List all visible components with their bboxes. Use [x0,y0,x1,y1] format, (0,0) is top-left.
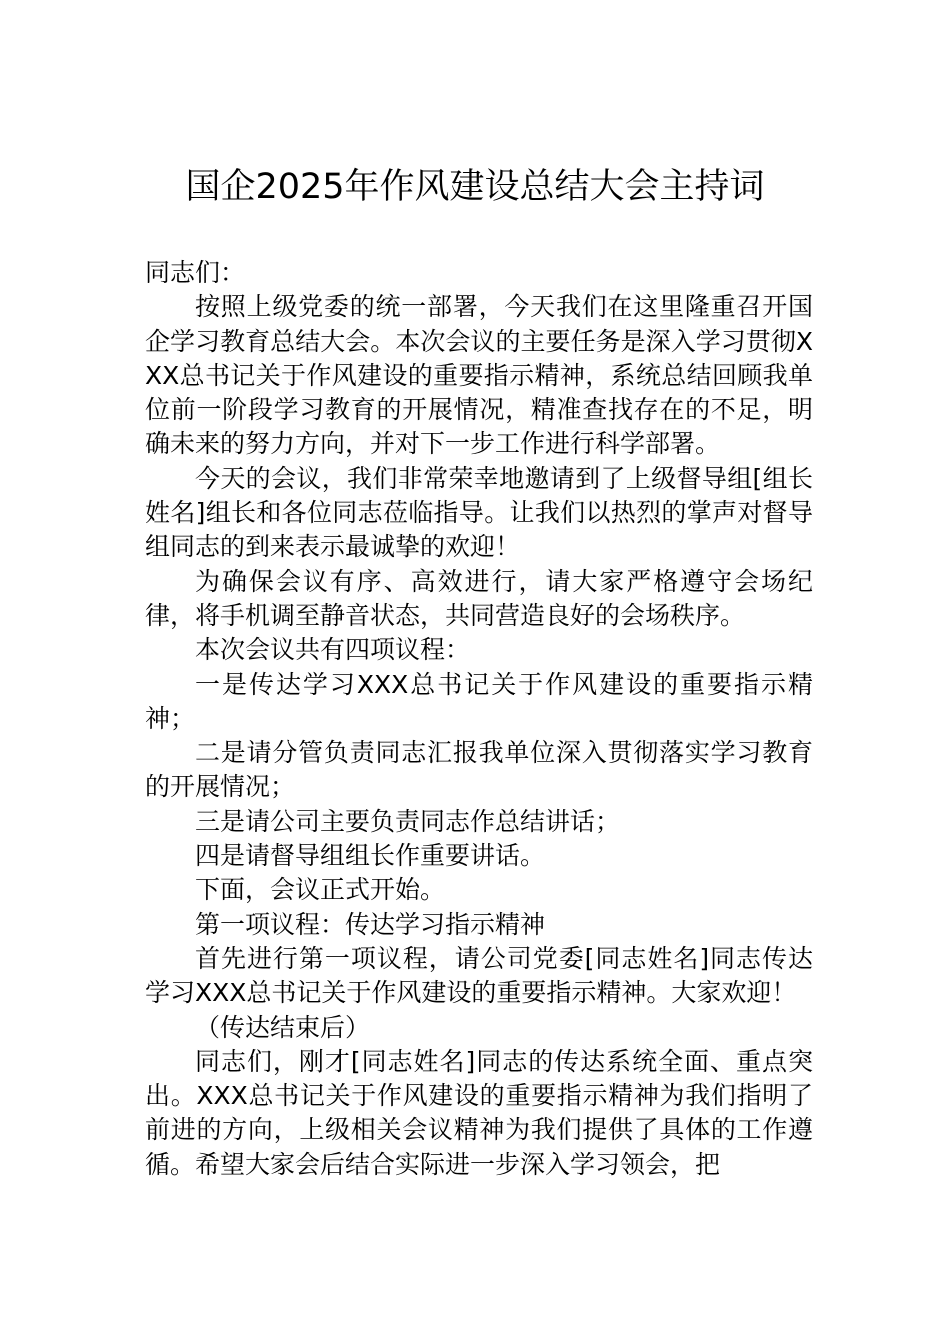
paragraph: 为确保会议有序、高效进行，请大家严格遵守会场纪律，将手机调至静音状态，共同营造良好的会场秩序。 [145,566,813,630]
paragraph: 下面，会议正式开始。 [195,875,446,905]
agenda-item: 二是请分管负责同志汇报我单位深入贯彻落实学习教育的开展情况； [145,738,813,802]
agenda-item: 四是请督导组组长作重要讲话。 [195,841,546,871]
agenda-item: 三是请公司主要负责同志作总结讲话； [195,806,621,836]
salutation: 同志们： [145,258,246,287]
paragraph: 本次会议共有四项议程： [195,635,471,665]
stage-note: （传达结束后） [195,1012,371,1042]
paragraph: 同志们，刚才[同志姓名]同志的传达系统全面、重点突出。XXX总书记关于作风建设的重要指示精神为我们指明了前进的方向，上级相关会议精神为我们提供了具体的工作遵循。希望大家会后结合实际进一步深入学习领会，把 [145,1046,813,1179]
document-title: 国企2025年作风建设总结大会主持词 [185,167,765,207]
paragraph: 首先进行第一项议程，请公司党委[同志姓名]同志传达学习XXX总书记关于作风建设的重要指示精神。大家欢迎！ [145,943,813,1008]
agenda-item: 一是传达学习XXX总书记关于作风建设的重要指示精神； [145,669,813,733]
paragraph: 按照上级党委的统一部署，今天我们在这里隆重召开国企学习教育总结大会。本次会议的主要任务是深入学习贯彻XXX总书记关于作风建设的重要指示精神，系统总结回顾我单位前一阶段学习教育的开展情况，精准查找存在的不足，明确未来的努力方向，并对下一步工作进行科学部署。 [145,292,813,459]
paragraph: 今天的会议，我们非常荣幸地邀请到了上级督导组[组长姓名]组长和各位同志莅临指导。让我们以热烈的掌声对督导组同志的到来表示最诚挚的欢迎！ [145,463,813,562]
section-heading: 第一项议程：传达学习指示精神 [195,909,546,939]
document-body [145,256,813,1182]
